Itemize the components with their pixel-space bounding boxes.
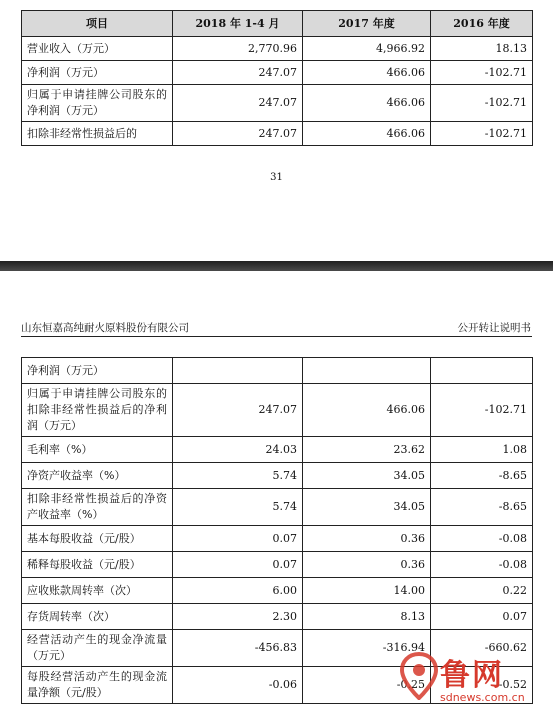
row-label: 净利润（万元） [22,358,173,384]
cell-2017: 4,966.92 [303,37,431,61]
table-row [22,61,533,85]
header-item: 项目 [22,11,173,37]
cell-2016: 18.13 [431,37,533,61]
row-label: 基本每股收益（元/股） [22,526,173,552]
cell-2016: 0.22 [431,578,533,604]
cell-2017 [303,358,431,384]
cell-2018: 2.30 [173,604,303,630]
cell-2016: -102.71 [431,61,533,85]
cell-2016: -102.71 [431,122,533,146]
cell-2017: 34.05 [303,463,431,489]
cell-2017: 466.06 [303,61,431,85]
watermark-brand: 鲁网 [440,658,504,693]
table-header-row [22,11,533,37]
cell-2016: 1.08 [431,437,533,463]
cell-2018: 247.07 [173,122,303,146]
cell-2017: -316.94 [303,630,431,667]
header-2017: 2017 年度 [303,11,431,37]
row-label: 营业收入（万元） [22,37,173,61]
page-separator [0,261,553,271]
table-row [22,437,533,463]
table-row [22,122,533,146]
cell-2016: 0.07 [431,604,533,630]
cell-2017: 466.06 [303,384,431,437]
row-label: 归属于申请挂牌公司股东的净利润（万元） [22,85,173,122]
cell-2018 [173,358,303,384]
header-2018: 2018 年 1-4 月 [173,11,303,37]
cell-2017: 466.06 [303,122,431,146]
cell-2018: 5.74 [173,489,303,526]
row-label: 净利润（万元） [22,61,173,85]
row-label: 存货周转率（次） [22,604,173,630]
row-label: 经营活动产生的现金净流量（万元） [22,630,173,667]
cell-2017: 0.36 [303,526,431,552]
table-row [22,489,533,526]
table-row [22,552,533,578]
financial-table-top [21,10,533,146]
cell-2018: 0.07 [173,552,303,578]
row-label: 净资产收益率（%） [22,463,173,489]
cell-2016: -8.65 [431,463,533,489]
cell-2018: 247.07 [173,61,303,85]
header-rule [21,336,532,337]
cell-2017: 0.36 [303,552,431,578]
cell-2018: 247.07 [173,384,303,437]
row-label: 稀释每股收益（元/股） [22,552,173,578]
cell-2017: 14.00 [303,578,431,604]
cell-2018: 0.07 [173,526,303,552]
cell-2016 [431,358,533,384]
row-label: 毛利率（%） [22,437,173,463]
cell-2016: -102.71 [431,85,533,122]
table-row [22,37,533,61]
watermark-url: sdnews.com.cn [440,691,525,704]
row-label: 归属于申请挂牌公司股东的扣除非经常性损益后的净利润（万元） [22,384,173,437]
cell-2018: 24.03 [173,437,303,463]
page-number: 31 [270,172,283,183]
cell-2018: 247.07 [173,85,303,122]
row-label: 应收账款周转率（次） [22,578,173,604]
cell-2017: 8.13 [303,604,431,630]
table-row [22,358,533,384]
cell-2016: -102.71 [431,384,533,437]
cell-2018: -0.06 [173,667,303,704]
cell-2016: -0.08 [431,552,533,578]
cell-2016: -660.62 [431,630,533,667]
row-label: 扣除非经常性损益后的净资产收益率（%） [22,489,173,526]
cell-2018: 2,770.96 [173,37,303,61]
table-row [22,604,533,630]
cell-2016: -0.08 [431,526,533,552]
cell-2018: 6.00 [173,578,303,604]
cell-2017: 34.05 [303,489,431,526]
table-row [22,384,533,437]
cell-2016: -8.65 [431,489,533,526]
company-name: 山东恒嘉高纯耐火原料股份有限公司 [21,322,189,334]
cell-2017: -0.25 [303,667,431,704]
cell-2018: 5.74 [173,463,303,489]
table-row [22,85,533,122]
watermark-logo-icon [400,652,438,700]
cell-2017: 23.62 [303,437,431,463]
header-2016: 2016 年度 [431,11,533,37]
document-type: 公开转让说明书 [457,322,531,334]
cell-2016: -0.52 [431,667,533,704]
table-row [22,526,533,552]
table-row [22,578,533,604]
cell-2017: 466.06 [303,85,431,122]
row-label: 扣除非经常性损益后的 [22,122,173,146]
table-row [22,463,533,489]
cell-2018: -456.83 [173,630,303,667]
row-label: 每股经营活动产生的现金流量净额（元/股） [22,667,173,704]
